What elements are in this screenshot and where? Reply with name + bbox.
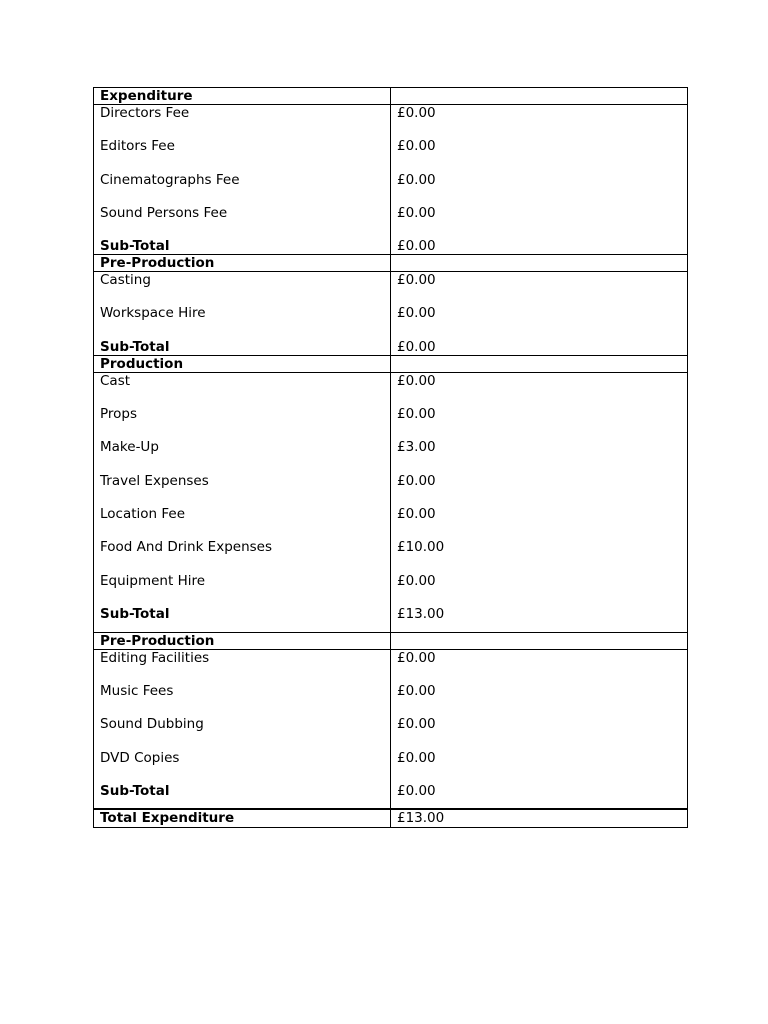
item-value: £0.00 (397, 138, 436, 155)
item-label: Music Fees (94, 683, 391, 716)
subtotal-value: £0.00 (397, 783, 436, 800)
item-label: Editors Fee (94, 138, 391, 171)
table-row (94, 683, 687, 716)
item-value: £0.00 (397, 272, 436, 289)
subtotal-value: £13.00 (397, 605, 445, 622)
table-row (94, 138, 687, 171)
item-value: £0.00 (397, 716, 436, 733)
item-value: £0.00 (397, 372, 436, 389)
section-header-row (94, 356, 687, 373)
table-row (94, 439, 687, 472)
table-row (94, 573, 687, 606)
item-value: £0.00 (397, 105, 436, 121)
section-title: Pre-Production (94, 633, 391, 649)
table-header-value (391, 88, 687, 104)
table-row (94, 750, 687, 783)
section-title: Production (94, 356, 391, 372)
item-value: £0.00 (397, 406, 436, 423)
table-header-label: Expenditure (94, 88, 391, 104)
table-row (94, 373, 687, 406)
section-production (94, 356, 687, 633)
section-pre-production (94, 255, 687, 356)
section-crew-fees (94, 105, 687, 255)
subtotal-row (94, 606, 687, 633)
table-row (94, 473, 687, 506)
section-header-row (94, 255, 687, 272)
table-row (94, 305, 687, 338)
table-row (94, 172, 687, 205)
item-value: £0.00 (397, 505, 436, 522)
item-label: Sound Persons Fee (94, 205, 391, 238)
item-label: Cinematographs Fee (94, 172, 391, 205)
total-row (94, 810, 687, 827)
item-value: £0.00 (397, 305, 436, 322)
item-label: Editing Facilities (94, 650, 391, 683)
item-label: Props (94, 406, 391, 439)
table-row (94, 205, 687, 238)
subtotal-label: Sub-Total (94, 339, 391, 355)
item-label: Workspace Hire (94, 305, 391, 338)
expenditure-table (93, 87, 688, 828)
item-value: £0.00 (397, 749, 436, 766)
table-header-row (94, 88, 687, 105)
section-title-value (391, 356, 687, 372)
item-label: Location Fee (94, 506, 391, 539)
subtotal-row (94, 783, 687, 810)
item-label: Travel Expenses (94, 473, 391, 506)
subtotal-label: Sub-Total (94, 783, 391, 808)
item-label: Casting (94, 272, 391, 305)
subtotal-value: £0.00 (397, 238, 436, 255)
table-row (94, 506, 687, 539)
section-title-value (391, 633, 687, 649)
total-value: £13.00 (397, 810, 445, 827)
section-title-value (391, 255, 687, 271)
item-value: £10.00 (397, 539, 445, 556)
table-row (94, 716, 687, 749)
subtotal-row (94, 339, 687, 356)
subtotal-label: Sub-Total (94, 238, 391, 254)
item-label: Food And Drink Expenses (94, 539, 391, 572)
item-value: £0.00 (397, 472, 436, 489)
section-header-row (94, 633, 687, 650)
table-row (94, 406, 687, 439)
subtotal-value: £0.00 (397, 338, 436, 355)
item-value: £0.00 (397, 683, 436, 700)
table-row (94, 105, 687, 138)
item-value: £0.00 (397, 171, 436, 188)
subtotal-row (94, 238, 687, 255)
item-label: Cast (94, 373, 391, 406)
item-value: £0.00 (397, 572, 436, 589)
table-row (94, 650, 687, 683)
table-row (94, 539, 687, 572)
item-label: Sound Dubbing (94, 716, 391, 749)
item-label: Directors Fee (94, 105, 391, 138)
subtotal-label: Sub-Total (94, 606, 391, 632)
item-value: £0.00 (397, 204, 436, 221)
item-label: Equipment Hire (94, 573, 391, 606)
section-post-production (94, 633, 687, 810)
item-label: Make-Up (94, 439, 391, 472)
section-title: Pre-Production (94, 255, 391, 271)
item-value: £0.00 (397, 649, 436, 666)
item-value: £3.00 (397, 439, 436, 456)
table-row (94, 272, 687, 305)
item-label: DVD Copies (94, 750, 391, 783)
total-label: Total Expenditure (94, 810, 391, 827)
